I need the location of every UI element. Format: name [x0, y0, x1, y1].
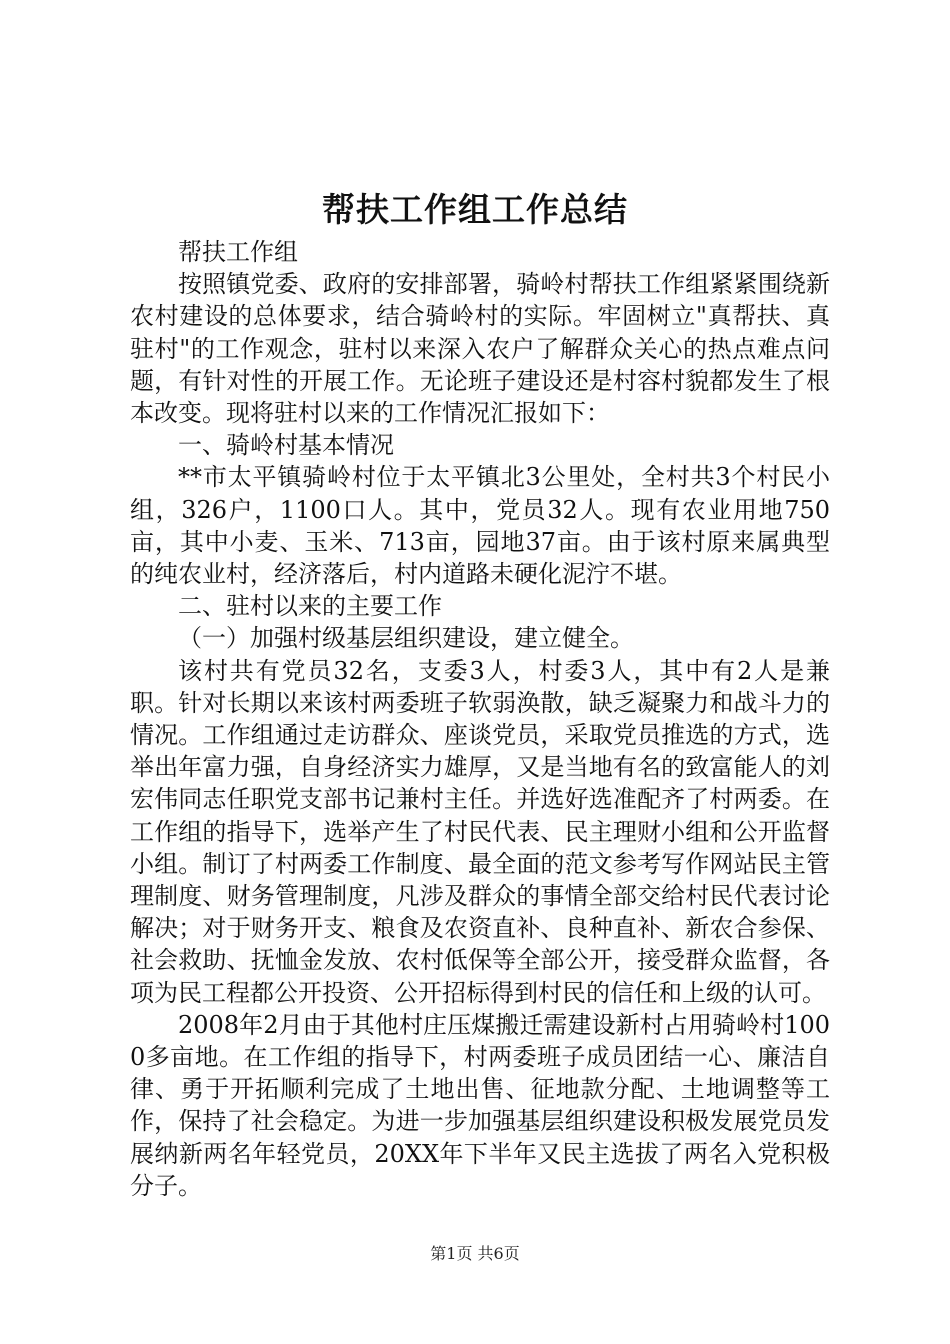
paragraph-organization: 该村共有党员32名，支委3人，村委3人，其中有2人是兼职。针对长期以来该村两委班子软弱涣散，缺乏凝聚力和战斗力的情况。工作组通过走访群众、座谈党员，采取党员推选的方式，选举出年富力强，自身经济实力雄厚，又是当地有名的致富能人的刘宏伟同志任职党支部书记兼村主任。并选好选准配齐了村两委。在工作组的指导下，选举产生了村民代表、民主理财小组和公开监督小组。制订了村两委工作制度、最全面的范文参考写作网站民主管理制度、财务管理制度，凡涉及群众的事情全部交给村民代表讨论解决；对于财务开支、粮食及农资直补、良种直补、新农合参保、社会救助、抚恤金发放、农村低保等全部公开，接受群众监督，各项为民工程都公开投资、公开招标得到村民的信任和上级的认可。: [130, 656, 830, 1007]
paragraph-heading-label: 帮扶工作组: [178, 238, 298, 266]
document-title: 帮扶工作组工作总结: [322, 190, 628, 229]
subsection-heading-organization: （一）加强村级基层组织建设，建立健全。: [178, 624, 634, 653]
paragraph-basic-info: **市太平镇骑岭村位于太平镇北3公里处，全村共3个村民小组，326户，1100口人。其中，党员32人。现有农业用地750亩，其中小麦、玉米、713亩，园地37亩。由于该村原来属典型的纯农业村，经济落后，村内道路未硬化泥泞不堪。: [130, 463, 830, 589]
section-heading-main-work: 二、驻村以来的主要工作: [178, 592, 442, 621]
paragraph-intro: 按照镇党委、政府的安排部署，骑岭村帮扶工作组紧紧围绕新农村建设的总体要求，结合骑岭村的实际。牢固树立"真帮扶、真驻村"的工作观念，驻村以来深入农户了解群众关心的热点难点问题，有针对性的开展工作。无论班子建设还是村容村貌都发生了根本改变。现将驻村以来的工作情况汇报如下：: [130, 270, 830, 428]
paragraph-land-2008: 2008年2月由于其他村庄压煤搬迁需建设新村占用骑岭村1000多亩地。在工作组的指导下，村两委班子成员团结一心、廉洁自律、勇于开拓顺利完成了土地出售、征地款分配、土地调整等工作，保持了社会稳定。为进一步加强基层组织建设积极发展党员发展纳新两名年轻党员，20XX年下半年又民主选拔了两名入党积极分子。: [130, 1010, 830, 1200]
section-heading-basic-info: 一、骑岭村基本情况: [178, 431, 394, 460]
document-body: [130, 236, 830, 1202]
page-footer: 第1页 共6页: [430, 1244, 520, 1263]
